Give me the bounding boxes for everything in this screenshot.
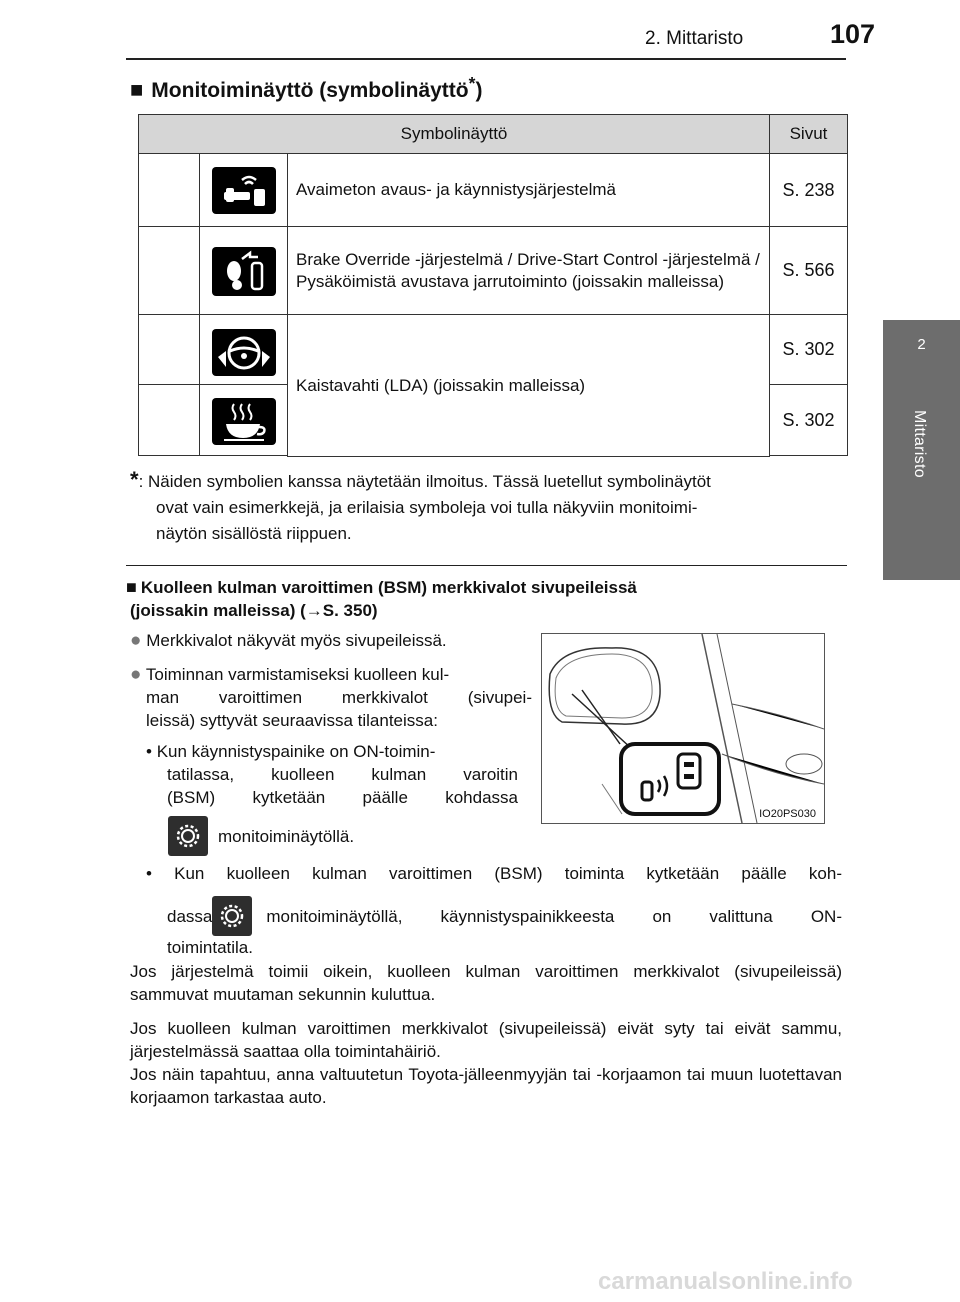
steering-hands-icon [212, 329, 276, 376]
chapter-label: Mittaristo [911, 410, 928, 478]
sub-bullet-item-cont: dassa monitoiminäytöllä, käynnistyspainikkeesta on valittuna ON- [167, 896, 842, 936]
watermark: carmanualsonline.info [598, 1268, 853, 1295]
paragraph: Jos järjestelmä toimii oikein, kuolleen kulman varoittimen merkkivalot (sivupeileissä) sammuvat muutaman sekunnin kuluttua. [130, 962, 842, 1004]
running-header-title: 2. Mittaristo [645, 28, 744, 49]
table-icon-cell [199, 314, 288, 385]
coffee-cup-icon [212, 398, 276, 445]
smart-key-icon [212, 167, 276, 214]
brake-override-icon [212, 247, 276, 296]
table-row-page-ref[interactable]: S. 302 [769, 384, 848, 456]
sub-bullet-item-cont: monitoiminäytöllä. [168, 816, 468, 856]
square-bullet-icon: ■ [126, 577, 137, 597]
arrow-icon: → [305, 601, 323, 620]
table-row-text: Brake Override -järjestelmä / Drive-Start Control -järjestelmä / Pysäköimistä avustava jarrutoiminto (joissakin malleissa) [287, 226, 770, 315]
table-row-text: Avaimeton avaus- ja käynnistysjärjestelmä [287, 153, 770, 227]
table-blank-cell [138, 384, 200, 456]
section-heading-multi-display: ■ Monitoiminäyttö (symbolinäyttö*) [130, 73, 483, 102]
figure-code: IO20PS030 [759, 808, 816, 820]
page-link[interactable]: S. 350) [322, 601, 378, 620]
paragraph: Jos näin tapahtuu, anna valtuutetun Toyota-jälleenmyyjän tai -korjaamon tai muun luotettavan korjaamon tarkastaa auto. [130, 1065, 842, 1107]
section-heading-bsm: ■ Kuolleen kulman varoittimen (BSM) merkkivalot sivupeileissä (joissakin malleissa) (→S. 350) [126, 577, 637, 620]
page-number: 107 [830, 19, 876, 49]
paragraph: Jos kuolleen kulman varoittimen merkkivalot (sivupeileissä) eivät syty tai eivät sammu, järjestelmässä saattaa olla toimintahäiriö. [130, 1019, 842, 1061]
settings-gear-icon [168, 816, 208, 856]
sub-bullet-item: • Kun kuolleen kulman varoittimen (BSM) toiminta kytketään päälle koh- [146, 864, 842, 883]
square-bullet-icon: ■ [130, 77, 144, 102]
mirror-indicator-illustration [541, 633, 825, 824]
table-blank-cell [138, 153, 200, 227]
settings-gear-icon [212, 896, 252, 936]
table-row-page-ref[interactable]: S. 302 [769, 314, 848, 385]
table-icon-cell [199, 384, 288, 456]
table-row-text: Kaistavahti (LDA) (joissakin malleissa) [287, 314, 770, 457]
section-divider [126, 565, 847, 566]
table-icon-cell [199, 153, 288, 227]
sub-bullet-item-cont: toimintatila. [167, 938, 253, 957]
sub-bullet-item: • Kun käynnistyspainike on ON-toimin- tatilassa, kuolleen kulman varoitin (BSM) kytketään päälle kohdassa [146, 742, 518, 807]
header-rule [126, 58, 846, 60]
bullet-item: ● Merkkivalot näkyvät myös sivupeileissä. [130, 630, 447, 651]
table-footnote: *: Näiden symbolien kanssa näytetään ilmoitus. Tässä luetellut symbolinäytöt ovat vain esimerkkejä, ja erilaisia symboleja voi tulla näkyviin monitoimi- näytön sisällöstä riippuen. [130, 467, 711, 543]
table-blank-cell [138, 226, 200, 315]
table-row-page-ref[interactable]: S. 238 [769, 153, 848, 227]
table-header-pages: Sivut [769, 114, 848, 154]
symbol-table [138, 114, 848, 456]
chapter-number: 2 [917, 336, 926, 353]
table-header-symbol: Symbolinäyttö [138, 114, 770, 154]
table-row-page-ref[interactable]: S. 566 [769, 226, 848, 315]
table-icon-cell [199, 226, 288, 315]
bullet-item: ● Toiminnan varmistamiseksi kuolleen kul- man varoittimen merkkivalot (sivupei- leissä) syttyvät seuraavissa tilanteissa: [130, 664, 532, 730]
chapter-side-tab [883, 320, 960, 580]
round-bullet-icon: ● [130, 630, 142, 651]
round-bullet-icon: ● [130, 664, 142, 685]
table-blank-cell [138, 314, 200, 385]
